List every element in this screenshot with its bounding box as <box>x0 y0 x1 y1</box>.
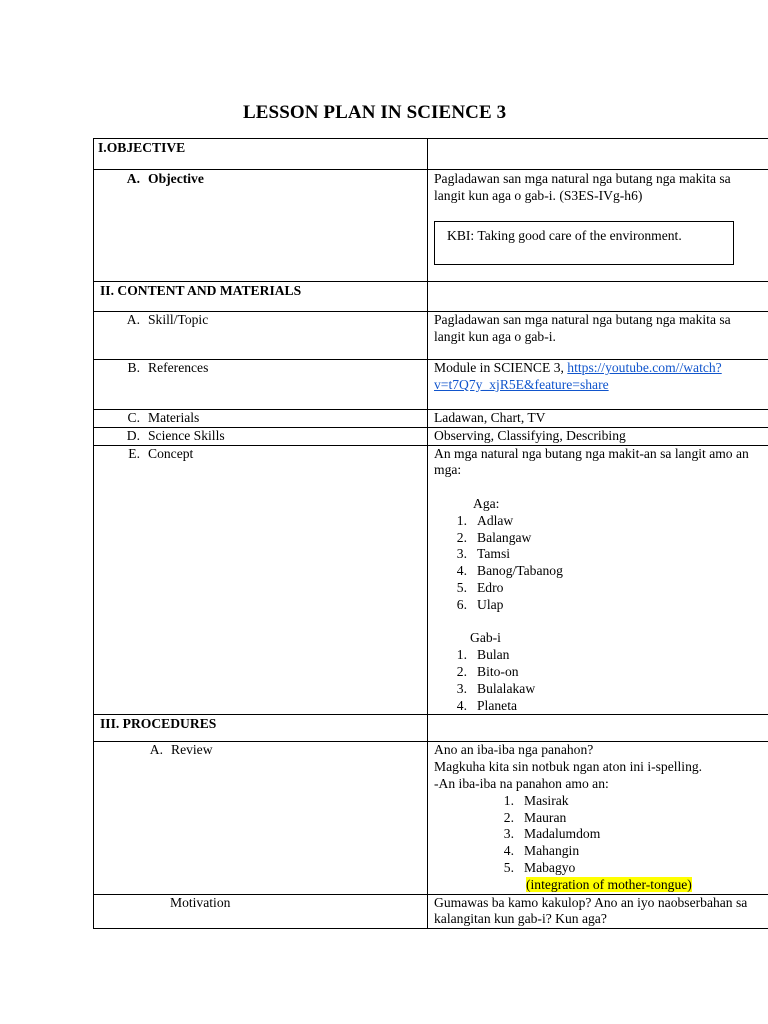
references-text: Module in SCIENCE 3, https://youtube.com//watch? <box>434 360 722 375</box>
motivation-text: Gumawas ba kamo kakulop? Ano an iyo naobserbahan sa <box>434 894 748 910</box>
motivation-text: kalangitan kun gab-i? Kun aga? <box>434 911 607 927</box>
list-item: 4. Mahangin <box>503 843 580 859</box>
references-label: B. References <box>127 360 209 375</box>
motivation-label: Motivation <box>94 894 428 929</box>
objective-text: Pagladawan san mga natural nga butang nga makita sa <box>434 171 731 186</box>
list-item: 5. Mabagyo <box>503 859 576 875</box>
table-row <box>94 360 768 410</box>
concept-text: An mga natural nga butang nga makit-an sa langit amo an <box>434 445 749 461</box>
concept-label: E. Concept <box>128 445 194 461</box>
review-text: -An iba-iba na panahon amo an: <box>434 775 609 791</box>
list-item: 2. Mauran <box>503 809 567 825</box>
table-row <box>94 170 768 282</box>
table-row <box>94 715 768 742</box>
objective-text: langit kun aga o gab-i. (S3ES-IVg-h6) <box>434 187 643 203</box>
list-item: 3. Tamsi <box>456 546 511 562</box>
skill-topic-label: A. Skill/Topic <box>126 312 209 327</box>
section-heading-objective: I.OBJECTIVE <box>94 139 428 170</box>
table-row <box>94 410 768 428</box>
gabi-label: Gab-i <box>470 630 501 646</box>
list-item: 1. Adlaw <box>456 512 514 528</box>
review-label: A. Review <box>149 742 213 758</box>
materials-value: Ladawan, Chart, TV <box>428 410 768 428</box>
section-heading-content: II. CONTENT AND MATERIALS <box>94 282 428 312</box>
list-item: 1. Masirak <box>503 792 569 808</box>
table-row <box>94 894 768 929</box>
list-item: 3. Bulalakaw <box>456 680 536 696</box>
lesson-plan-table <box>93 138 768 929</box>
weather-list <box>434 793 768 877</box>
table-row <box>94 742 768 894</box>
empty-cell <box>428 282 768 312</box>
reference-link[interactable]: v=t7Q7y_xjR5E&feature=share <box>434 376 609 392</box>
science-skills-value: Observing, Classifying, Describing <box>428 427 768 445</box>
reference-link[interactable]: https://youtube.com//watch? <box>567 360 722 375</box>
page-title: LESSON PLAN IN SCIENCE 3 <box>243 102 507 123</box>
review-text: Magkuha kita sin notbuk ngan aton ini i-spelling. <box>434 759 703 775</box>
list-item: 6. Ulap <box>456 596 504 612</box>
table-row <box>94 282 768 312</box>
concept-text: mga: <box>434 462 462 478</box>
table-row <box>94 445 768 715</box>
list-item: 4. Planeta <box>456 697 518 713</box>
list-item: 2. Balangaw <box>456 529 532 545</box>
objective-label: A. Objective <box>126 171 204 186</box>
list-item: 4. Banog/Tabanog <box>456 563 563 579</box>
table-row <box>94 139 768 170</box>
materials-label: C. Materials <box>127 410 200 425</box>
section-heading-procedures: III. PROCEDURES <box>94 715 428 742</box>
list-item: 3. Madalumdom <box>503 826 601 842</box>
aga-list <box>434 513 768 614</box>
highlighted-note: (integration of mother-tongue) <box>526 876 692 892</box>
list-item: 1. Bulan <box>456 647 510 663</box>
skill-topic-text: Pagladawan san mga natural nga butang nga makita sa <box>434 312 731 327</box>
science-skills-label: D. Science Skills <box>126 427 225 443</box>
gabi-list <box>434 647 768 714</box>
list-item: 2. Bito-on <box>456 663 519 679</box>
empty-cell <box>428 715 768 742</box>
table-row <box>94 427 768 445</box>
list-item: 5. Edro <box>456 579 504 595</box>
aga-label: Aga: <box>473 495 500 511</box>
table-row <box>94 312 768 360</box>
kbi-box: KBI: Taking good care of the environment. <box>434 221 734 265</box>
skill-topic-text: langit kun aga o gab-i. <box>434 328 556 344</box>
empty-cell <box>428 139 768 170</box>
review-text: Ano an iba-iba nga panahon? <box>434 742 594 758</box>
